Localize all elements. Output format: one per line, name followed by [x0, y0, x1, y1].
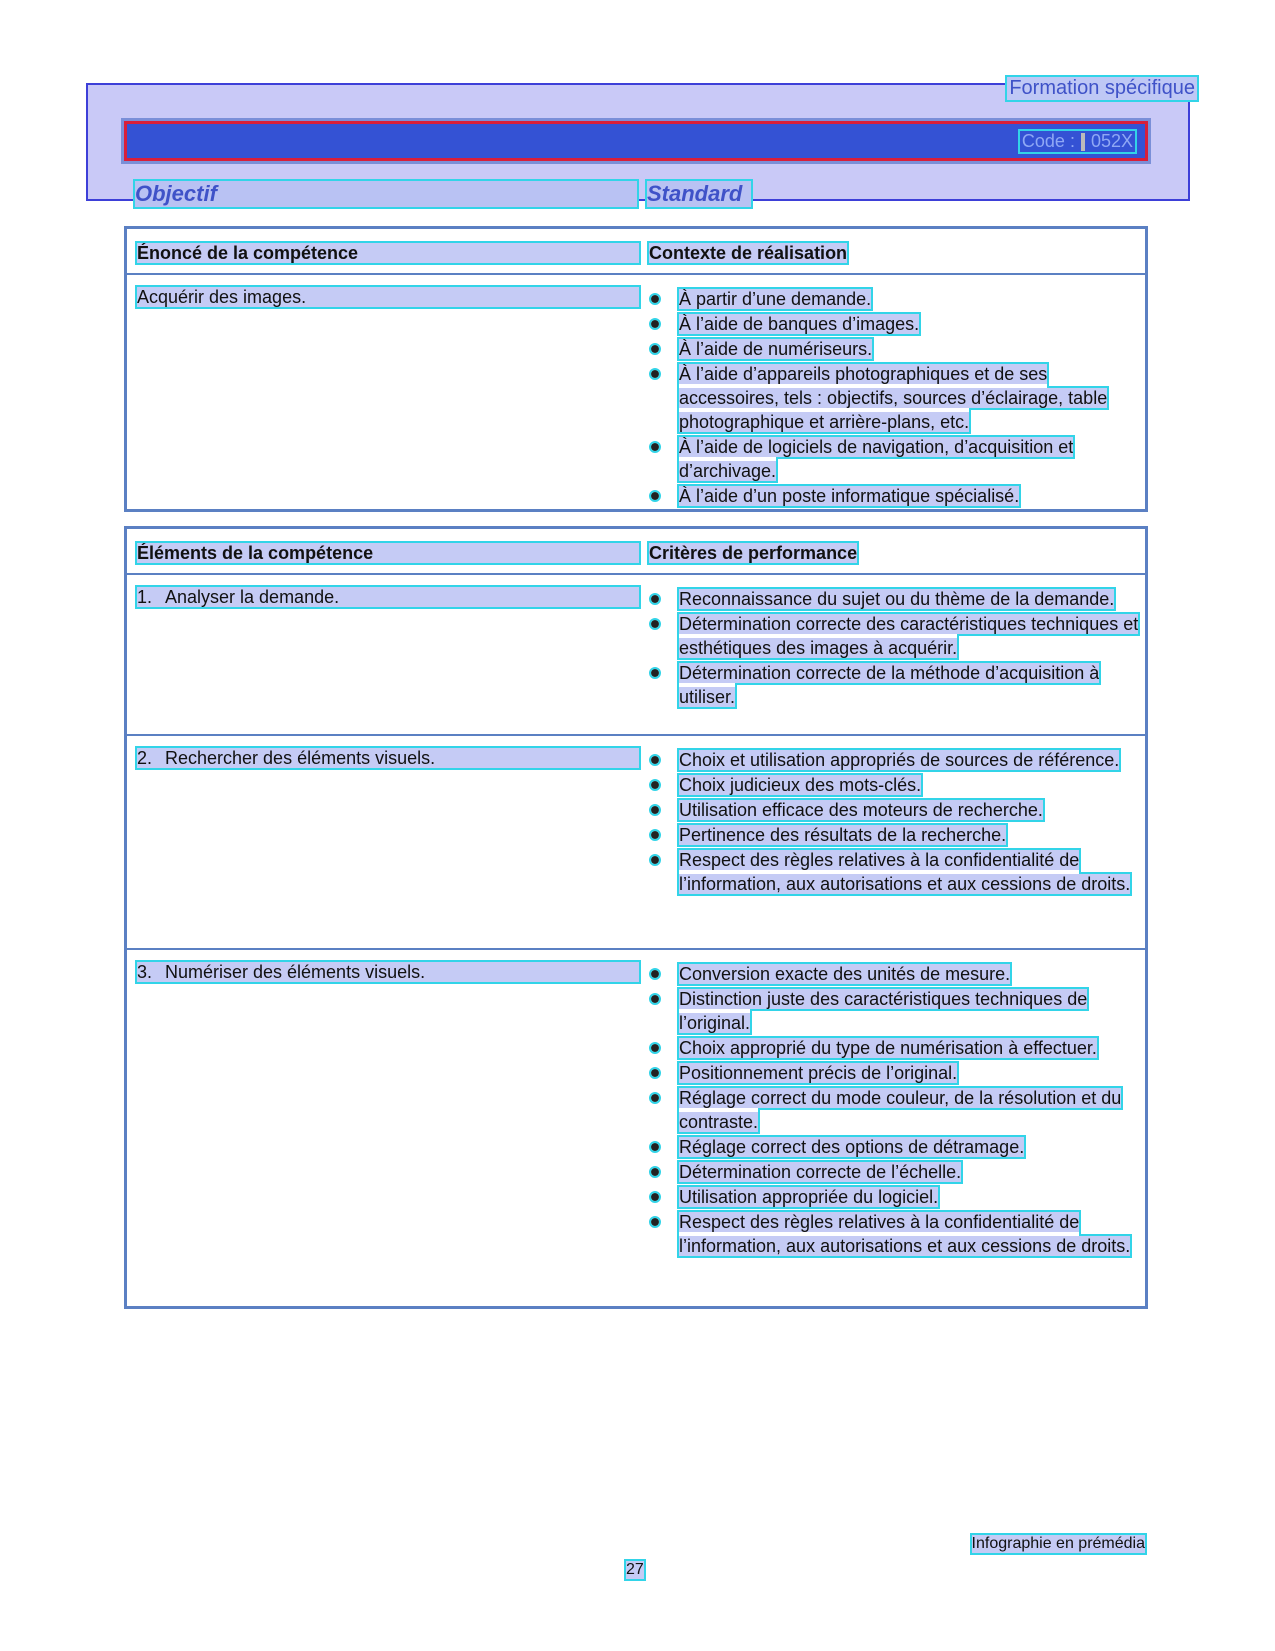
list-item: Respect des règles relatives à la confidentialité de l’information, aux autorisations et aux cessions de droits. [649, 1210, 1139, 1258]
bullet-icon [651, 756, 659, 764]
bullet-icon [651, 995, 659, 1003]
list-item: Choix approprié du type de numérisation à effectuer. [649, 1036, 1139, 1060]
bullet-icon [651, 320, 659, 328]
separator [1081, 133, 1085, 151]
list-item: Réglage correct du mode couleur, de la résolution et du contraste. [649, 1086, 1139, 1134]
list-item: Respect des règles relatives à la confidentialité de l’information, aux autorisations et aux cessions de droits. [649, 848, 1139, 896]
list-item: Choix judicieux des mots-clés. [649, 773, 1139, 797]
list-item: Distinction juste des caractéristiques techniques de l’original. [649, 987, 1139, 1035]
list-item: Réglage correct des options de détramage. [649, 1135, 1139, 1159]
list-item: À l’aide de numériseurs. [649, 337, 1139, 361]
bullet-icon [651, 1168, 659, 1176]
header-elements: Éléments de la compétence [137, 543, 639, 563]
page-number: 27 [626, 1561, 644, 1578]
table-row [127, 736, 1145, 950]
bullet-icon [651, 370, 659, 378]
header-enonce: Énoncé de la compétence [137, 243, 639, 263]
objectif-title: Objectif [135, 181, 637, 207]
table-header [127, 229, 1145, 275]
bullet-icon [651, 595, 659, 603]
list-item: Utilisation appropriée du logiciel. [649, 1185, 1139, 1209]
context-list [649, 287, 1139, 509]
code-label: Code : [1021, 131, 1075, 151]
bullet-icon [651, 1193, 659, 1201]
bullet-icon [651, 1044, 659, 1052]
bullet-icon [651, 1094, 659, 1102]
list-item: À l’aide de banques d’images. [649, 312, 1139, 336]
bullet-icon [651, 831, 659, 839]
footer-program: Infographie en prémédia [971, 1535, 1145, 1552]
criteria-list [649, 748, 1139, 897]
formation-label: Formation spécifique [1009, 77, 1195, 99]
list-item: Conversion exacte des unités de mesure. [649, 962, 1139, 986]
criteria-list [649, 962, 1139, 1259]
header-criteres: Critères de performance [649, 543, 858, 563]
elements-table [124, 526, 1148, 1309]
table-row [127, 575, 1145, 736]
list-item: À l’aide d’un poste informatique spécialisé. [649, 484, 1139, 508]
bullet-icon [651, 492, 659, 500]
bullet-icon [651, 669, 659, 677]
code-value: 052X [1090, 131, 1133, 151]
list-item: Utilisation efficace des moteurs de recherche. [649, 798, 1139, 822]
bullet-icon [651, 806, 659, 814]
list-item: Choix et utilisation appropriés de sources de référence. [649, 748, 1139, 772]
bullet-icon [651, 443, 659, 451]
list-item: Détermination correcte des caractéristiques techniques et esthétiques des images à acquérir. [649, 612, 1139, 660]
element-label: 2. Rechercher des éléments visuels. [137, 748, 639, 768]
bullet-icon [651, 345, 659, 353]
bullet-icon [651, 856, 659, 864]
list-item: Détermination correcte de l’échelle. [649, 1160, 1139, 1184]
competence-table [124, 226, 1148, 512]
criteria-list [649, 587, 1139, 710]
list-item: Reconnaissance du sujet ou du thème de la demande. [649, 587, 1139, 611]
table-row [127, 950, 1145, 1310]
program-code [1020, 131, 1135, 152]
list-item: À partir d’une demande. [649, 287, 1139, 311]
element-label: 3. Numériser des éléments visuels. [137, 962, 639, 982]
table-header [127, 529, 1145, 575]
bullet-icon [651, 295, 659, 303]
header-contexte: Contexte de réalisation [649, 243, 848, 263]
bullet-icon [651, 970, 659, 978]
standard-title: Standard [647, 181, 751, 207]
bullet-icon [651, 1143, 659, 1151]
list-item: Pertinence des résultats de la recherche. [649, 823, 1139, 847]
list-item: Positionnement précis de l’original. [649, 1061, 1139, 1085]
list-item: Détermination correcte de la méthode d’acquisition à utiliser. [649, 661, 1139, 709]
competence-statement: Acquérir des images. [137, 287, 639, 307]
table-row [127, 275, 1145, 511]
element-label: 1. Analyser la demande. [137, 587, 639, 607]
list-item: À l’aide d’appareils photographiques et de ses accessoires, tels : objectifs, sources d’éclairage, table photographique et arrière-plans, etc. [649, 362, 1139, 434]
bullet-icon [651, 1218, 659, 1226]
list-item: À l’aide de logiciels de navigation, d’acquisition et d’archivage. [649, 435, 1139, 483]
bullet-icon [651, 781, 659, 789]
code-bar [124, 121, 1148, 161]
bullet-icon [651, 1069, 659, 1077]
bullet-icon [651, 620, 659, 628]
